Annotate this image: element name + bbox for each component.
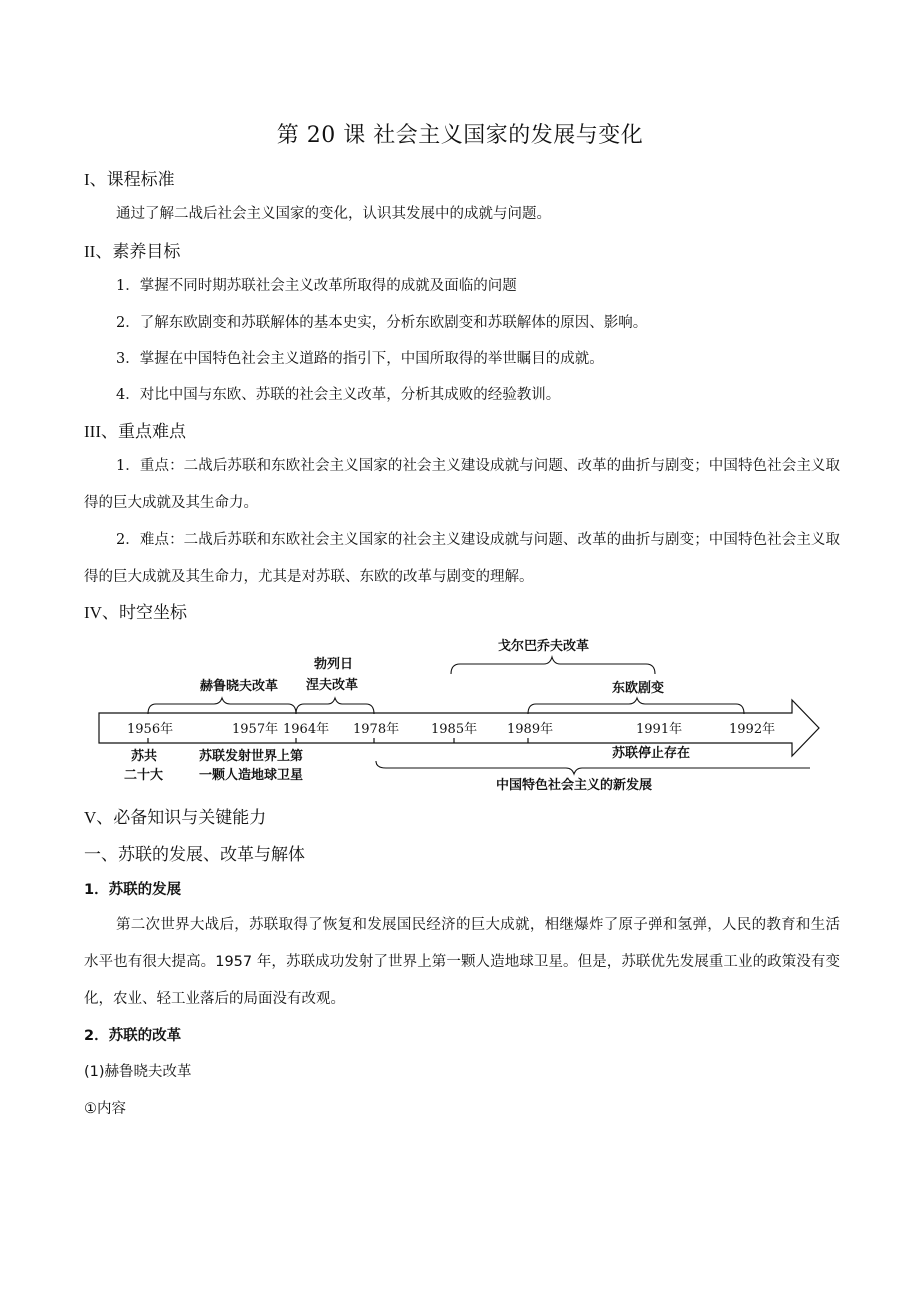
congress-label-1: 苏共 bbox=[131, 749, 158, 764]
china-label: 中国特色社会主义的新发展 bbox=[496, 778, 653, 793]
chapter-heading: 一、苏联的发展、改革与解体 bbox=[84, 845, 305, 865]
brezhnev-label-2: 涅夫改革 bbox=[306, 678, 359, 693]
section-title: 时空坐标 bbox=[118, 603, 187, 623]
satellite-label-1: 苏联发射世界上第 bbox=[199, 749, 304, 764]
congress-label-2: 二十大 bbox=[124, 768, 164, 783]
east-europe-label: 东欧剧变 bbox=[612, 681, 665, 696]
keypoint-item: 2．难点：二战后苏联和东欧社会主义国家的社会主义建设成就与问题、改革的曲折与剧变；中国特色社会主义取得的巨大成就及其生命力，尤其是对苏联、东欧的改革与剧变的理解。 bbox=[84, 532, 840, 585]
brace-brezhnev bbox=[296, 698, 374, 714]
reform-item: (1)赫鲁晓夫改革 bbox=[84, 1064, 192, 1080]
section-title: 素养目标 bbox=[112, 242, 181, 262]
gorbachev-label: 戈尔巴乔夫改革 bbox=[498, 639, 590, 654]
year-label: 1985年 bbox=[431, 722, 478, 737]
goal-item: 1．掌握不同时期苏联社会主义改革所取得的成就及面临的问题 bbox=[116, 278, 517, 294]
brace-china bbox=[376, 761, 810, 774]
ussr-end-label: 苏联停止存在 bbox=[612, 746, 691, 761]
section-heading-timeline bbox=[84, 601, 187, 625]
brace-khrushchev bbox=[148, 698, 296, 714]
subheading-development: 1．苏联的发展 bbox=[84, 882, 182, 898]
brezhnev-label-1: 勃列日 bbox=[314, 657, 354, 672]
year-label: 1964年 bbox=[283, 722, 330, 737]
khrushchev-label: 赫鲁晓夫改革 bbox=[200, 679, 279, 694]
keypoint-item: 1．重点：二战后苏联和东欧社会主义国家的社会主义建设成就与问题、改革的曲折与剧变；中国特色社会主义取得的巨大成就及其生命力。 bbox=[84, 458, 840, 511]
page-title: 第 20 课 社会主义国家的发展与变化 bbox=[276, 123, 644, 148]
section-heading-keypoints bbox=[84, 420, 186, 444]
section-title: 必备知识与关键能力 bbox=[113, 808, 267, 828]
section-number: III、 bbox=[84, 422, 118, 441]
subheading-reform: 2．苏联的改革 bbox=[84, 1028, 182, 1044]
section-heading-goals bbox=[84, 240, 180, 264]
section-number: IV、 bbox=[84, 603, 119, 622]
goal-item: 3．掌握在中国特色社会主义道路的指引下，中国所取得的举世瞩目的成就。 bbox=[116, 351, 604, 367]
brace-east-europe bbox=[528, 698, 744, 714]
year-label: 1956年 bbox=[127, 722, 174, 737]
section-number: I、 bbox=[84, 170, 107, 189]
section-number: V、 bbox=[84, 808, 114, 827]
year-label: 1978年 bbox=[353, 722, 400, 737]
timeline-diagram bbox=[84, 630, 824, 800]
goal-item: 2．了解东欧剧变和苏联解体的基本史实，分析东欧剧变和苏联解体的原因、影响。 bbox=[116, 315, 648, 331]
standards-text: 通过了解二战后社会主义国家的变化，认识其发展中的成就与问题。 bbox=[116, 206, 551, 222]
brace-gorbachev bbox=[451, 657, 655, 674]
year-label: 1989年 bbox=[507, 722, 554, 737]
year-label: 1991年 bbox=[636, 722, 683, 737]
satellite-label-2: 一颗人造地球卫星 bbox=[199, 768, 304, 783]
section-heading-standards bbox=[84, 168, 175, 192]
section-number: II、 bbox=[84, 242, 113, 261]
goal-item: 4．对比中国与东欧、苏联的社会主义改革，分析其成败的经验教训。 bbox=[116, 387, 561, 403]
section-title: 重点难点 bbox=[117, 422, 186, 442]
year-label: 1957年 bbox=[232, 722, 279, 737]
reform-subitem: ①内容 bbox=[84, 1101, 126, 1117]
section-title: 课程标准 bbox=[106, 170, 175, 190]
development-paragraph: 第二次世界大战后，苏联取得了恢复和发展国民经济的巨大成就，相继爆炸了原子弹和氢弹，人民的教育和生活水平也有很大提高。1957 年，苏联成功发射了世界上第一颗人造地球卫星。但是，苏联优先发展重工业的政策没有变化，农业、轻工业落后的局面没有改观。 bbox=[84, 917, 840, 1007]
year-label: 1992年 bbox=[729, 722, 776, 737]
section-heading-knowledge bbox=[84, 806, 266, 830]
